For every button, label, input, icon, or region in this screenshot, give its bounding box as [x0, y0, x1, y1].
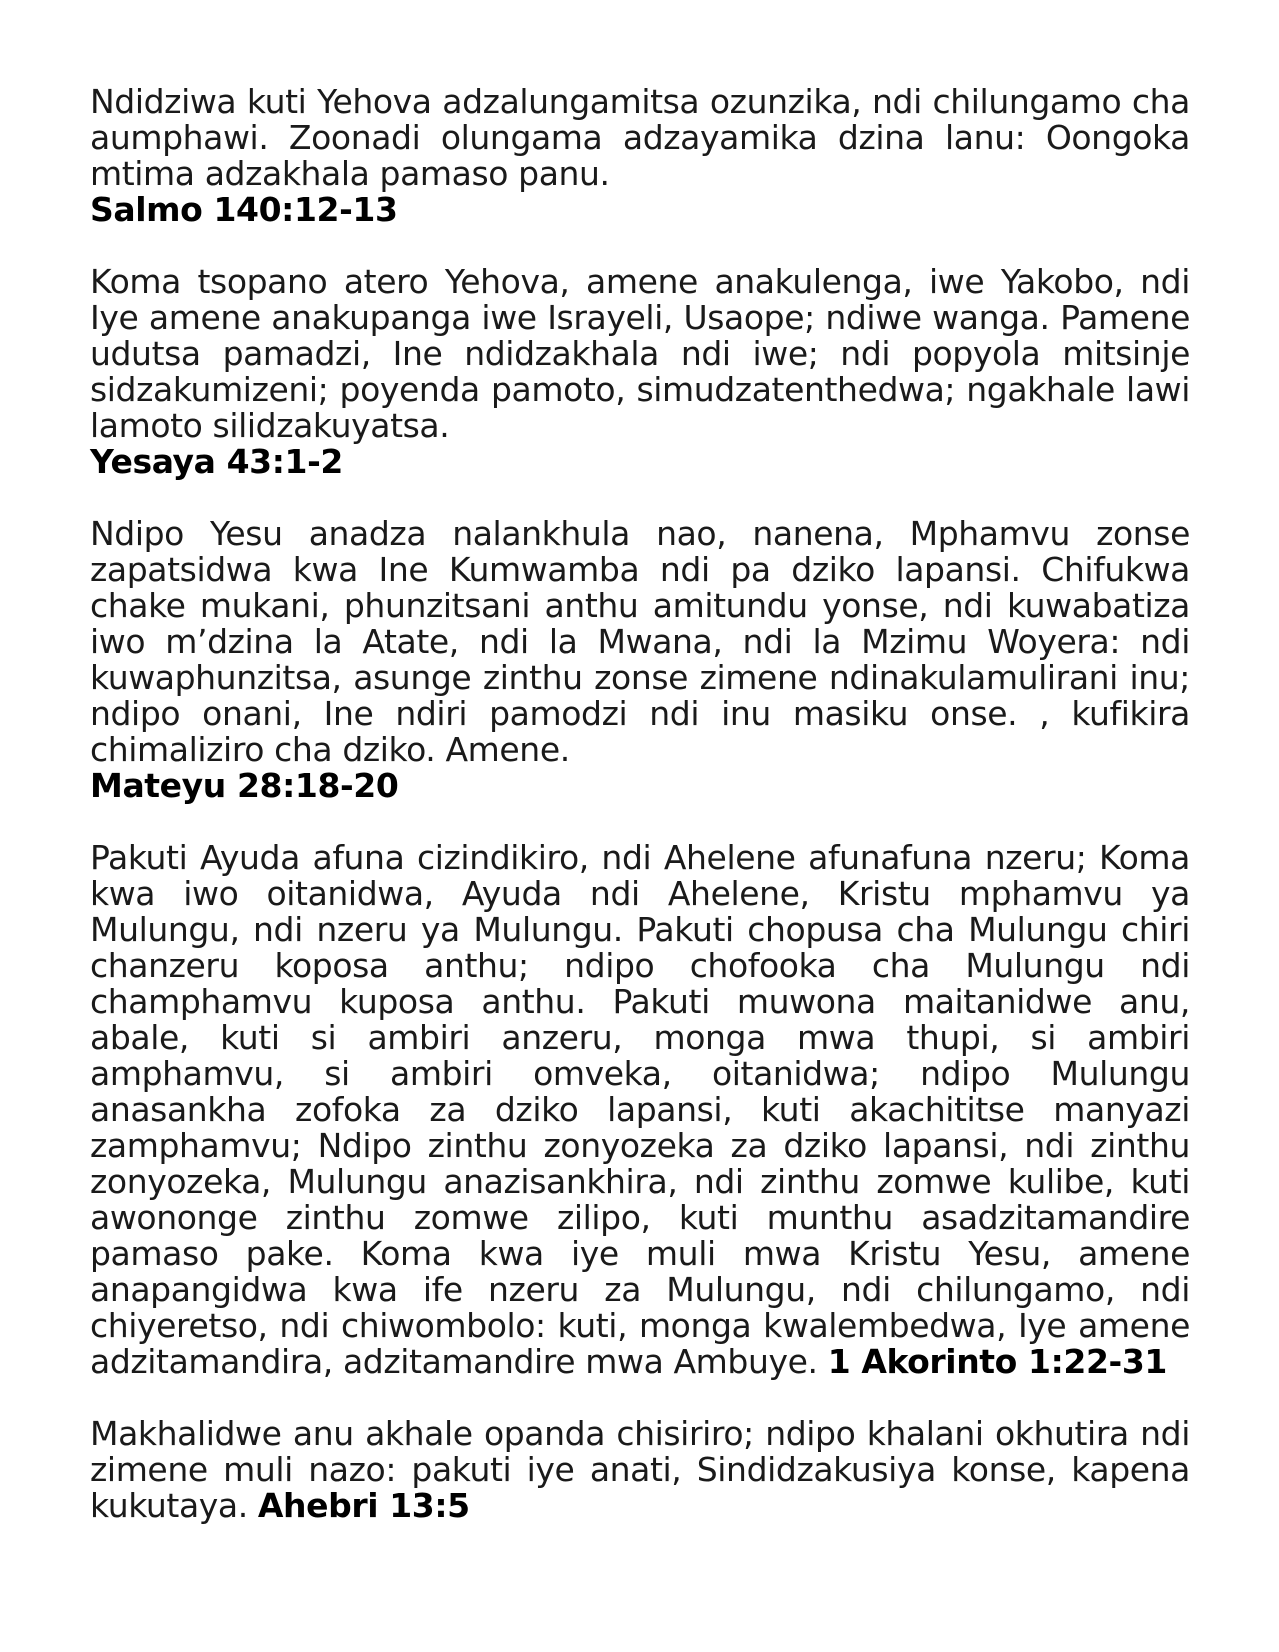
- passage-reference: Ahebri 13:5: [257, 1486, 470, 1525]
- passage-reference: Yesaya 43:1-2: [90, 442, 343, 481]
- passage-reference: Salmo 140:12-13: [90, 190, 398, 229]
- passage-reference: Mateyu 28:18-20: [90, 766, 399, 805]
- passage-akorinto: [90, 840, 1190, 1380]
- passage-text: Pakuti Ayuda afuna cizindikiro, ndi Ahelene afunafuna nzeru; Koma kwa iwo oitanidwa, Ayuda ndi Ahelene, Kristu mphamvu ya Mulungu, ndi nzeru ya Mulungu. Pakuti chopusa cha Mulungu chiri chanzeru koposa anthu; ndipo chofooka cha Mulungu ndi champhamvu kuposa anthu. Pakuti muwona maitanidwe anu, abale, kuti si ambiri anzeru, monga mwa thupi, si ambiri amphamvu, si ambiri omveka, oitanidwa; ndipo Mulungu anasankha zofoka za dziko lapansi, kuti akachititse manyazi zamphamvu; Ndipo zinthu zonyozeka za dziko lapansi, ndi zinthu zonyozeka, Mulungu anazisankhira, ndi zinthu zomwe kulibe, kuti awononge zinthu zomwe zilipo, kuti munthu asadzitamandire pamaso pake. Koma kwa iye muli mwa Kristu Yesu, amene anapangidwa kwa ife nzeru za Mulungu, ndi chilungamo, ndi chiyeretso, ndi chiwombolo: kuti, monga kwalembedwa, Iye amene adzitamandira, adzitamandire mwa Ambuye.: [90, 838, 1190, 1381]
- passage-ahebri: [90, 1416, 1190, 1524]
- passage-salmo: [90, 84, 1190, 228]
- passage-text: Koma tsopano atero Yehova, amene anakulenga, iwe Yakobo, ndi Iye amene anakupanga iwe Israyeli, Usaope; ndiwe wanga. Pamene udutsa pamadzi, Ine ndidzakhala ndi iwe; ndi popyola mitsinje sidzakumizeni; poyenda pamoto, simudzatenthedwa; ngakhale lawi lamoto silidzakuyatsa.: [90, 262, 1190, 445]
- passage-text: Makhalidwe anu akhale opanda chisiriro; ndipo khalani okhutira ndi zimene muli nazo: pakuti iye anati, Sindidzakusiya konse, kapena kukutaya.: [90, 1414, 1190, 1525]
- passage-yesaya: [90, 264, 1190, 480]
- scripture-page: [90, 84, 1190, 1560]
- passage-text: Ndipo Yesu anadza nalankhula nao, nanena, Mphamvu zonse zapatsidwa kwa Ine Kumwamba ndi pa dziko lapansi. Chifukwa chake mukani, phunzitsani anthu amitundu yonse, ndi kuwabatiza iwo m’dzina la Atate, ndi la Mwana, ndi la Mzimu Woyera: ndi kuwaphunzitsa, asunge zinthu zonse zimene ndinakulamulirani inu; ndipo onani, Ine ndiri pamodzi ndi inu masiku onse. , kufikira chimaliziro cha dziko. Amene.: [90, 514, 1190, 769]
- passage-reference: 1 Akorinto 1:22-31: [827, 1342, 1167, 1381]
- passage-text: Ndidziwa kuti Yehova adzalungamitsa ozunzika, ndi chilungamo cha aumphawi. Zoonadi olungama adzayamika dzina lanu: Oongoka mtima adzakhala pamaso panu.: [90, 82, 1190, 193]
- passage-mateyu: [90, 516, 1190, 804]
